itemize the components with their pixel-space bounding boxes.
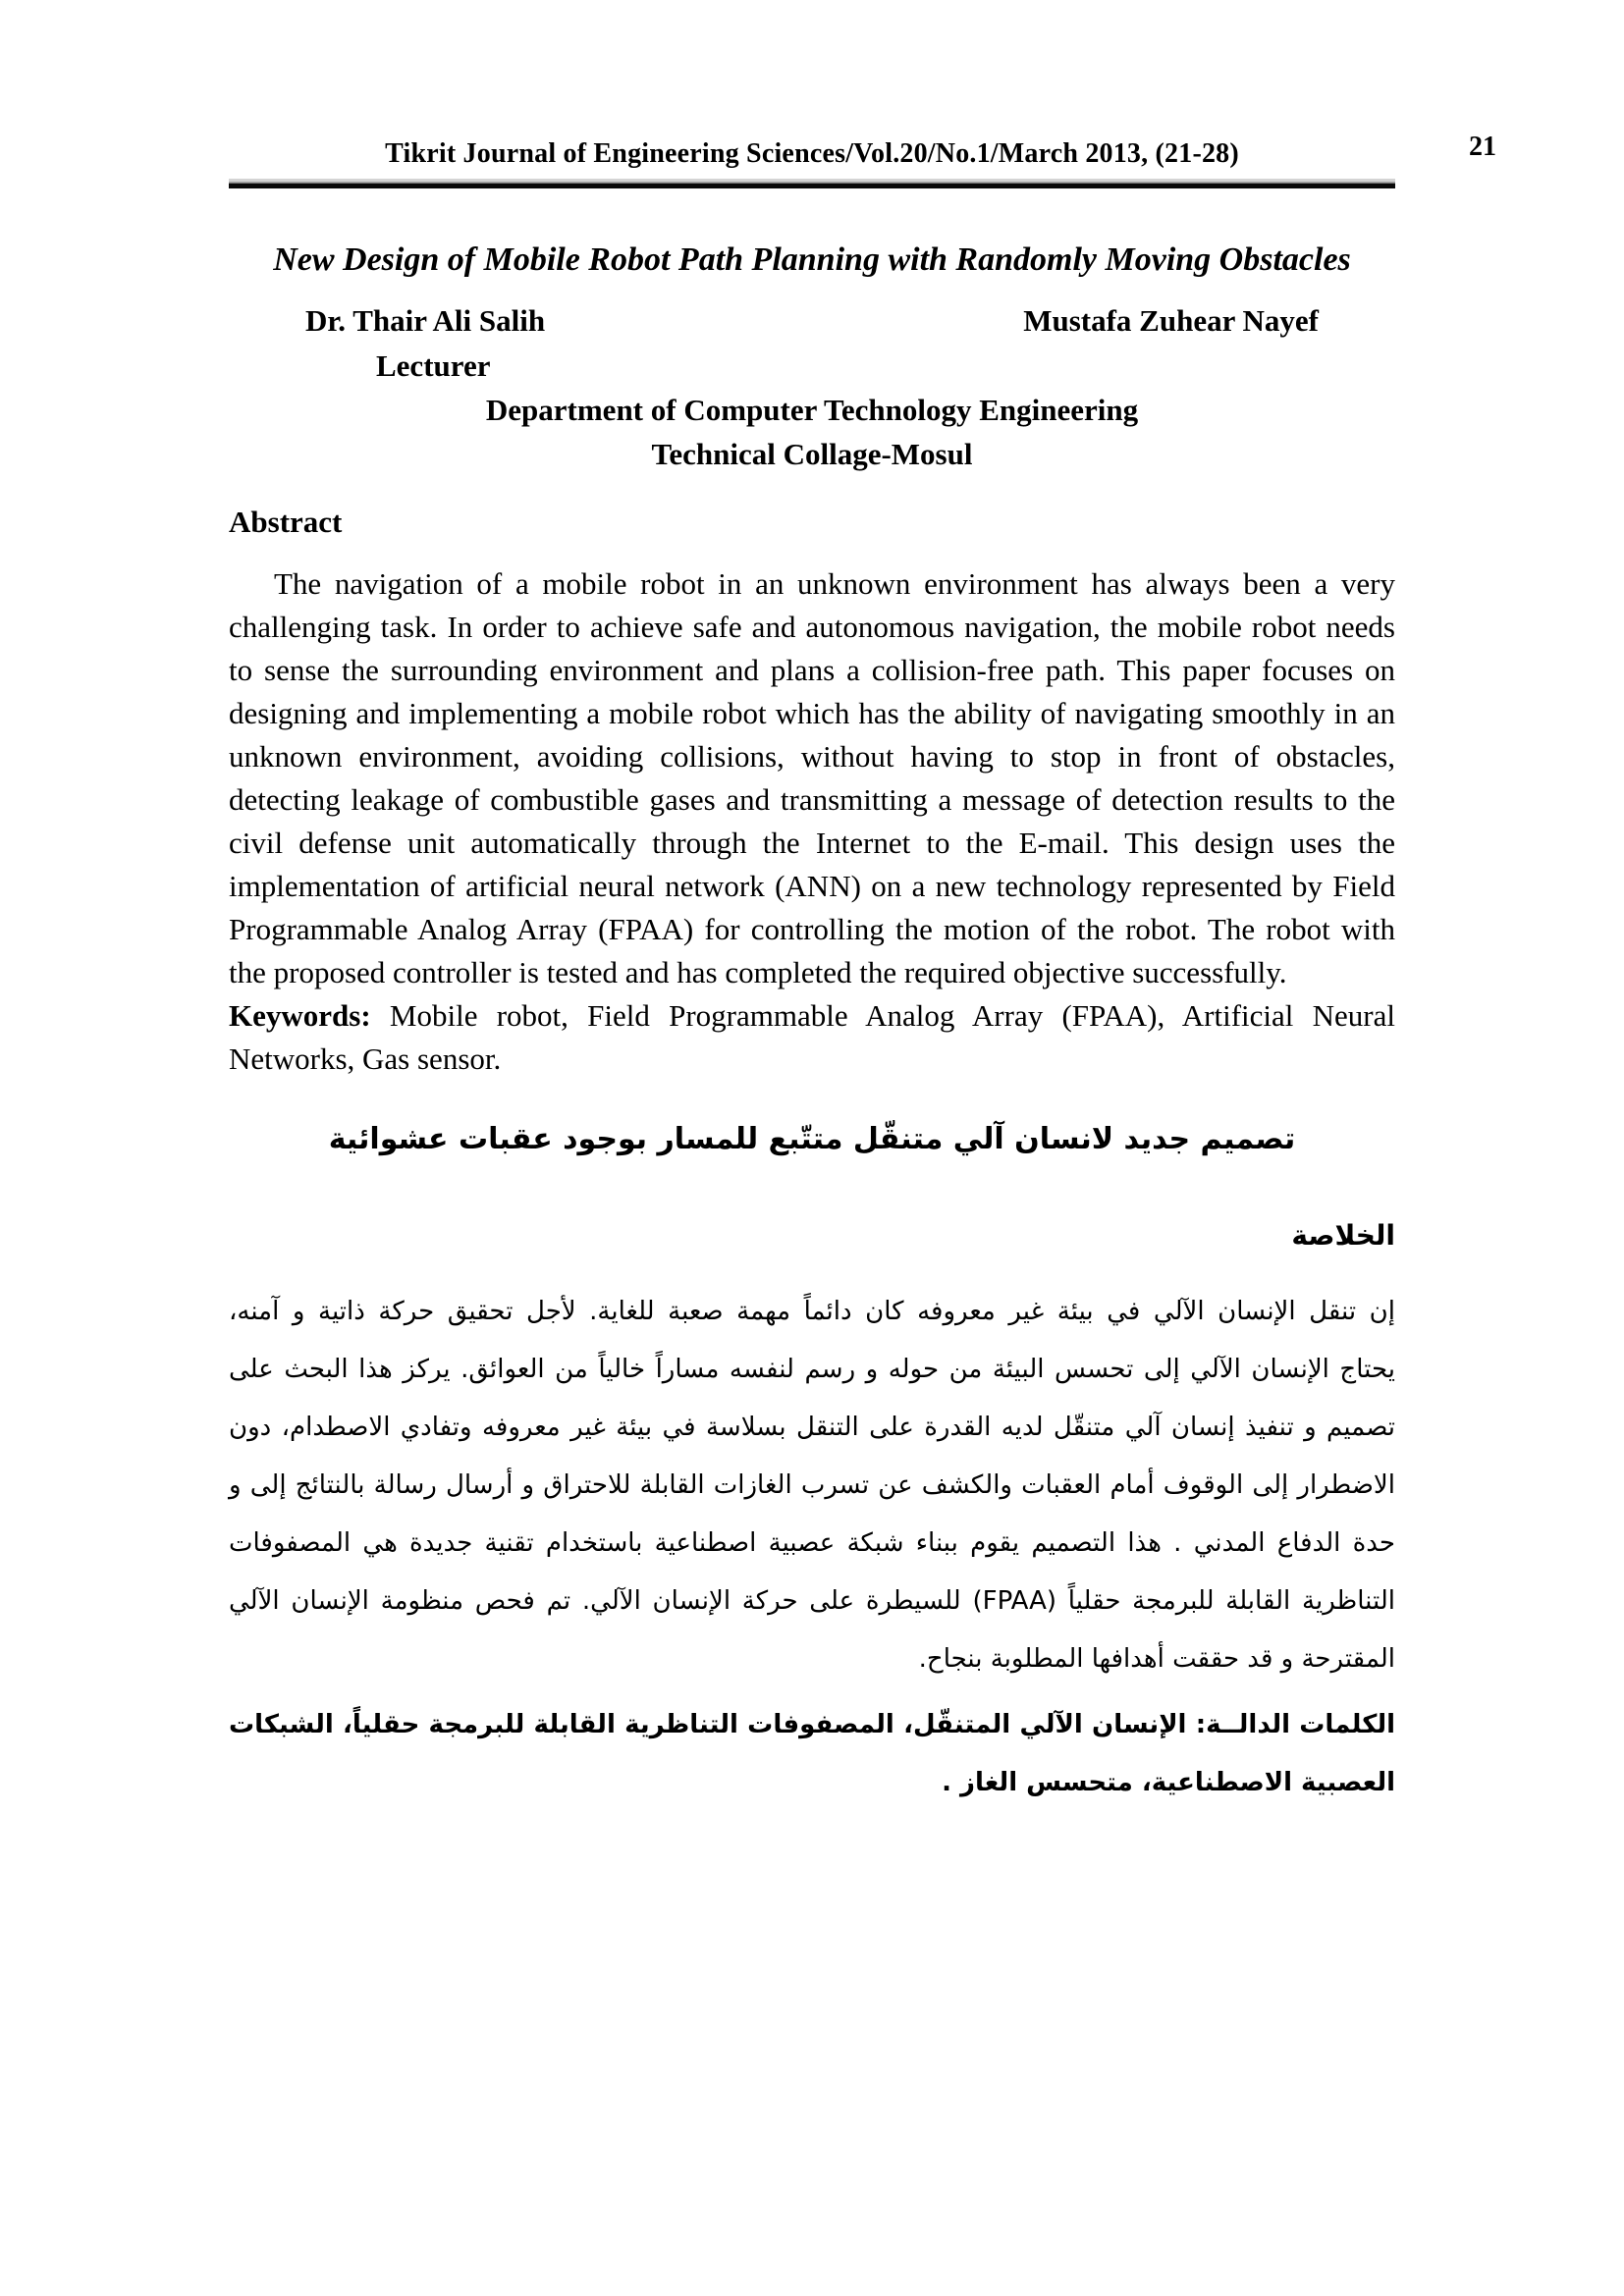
text-line: حدة الدفاع المدني . هذا التصميم يقوم ببناء شبكة عصبية اصطناعية باستخدام تقنية جديدة هي المصفوفات [229, 1528, 1395, 1559]
authors-row [229, 302, 1395, 338]
college-line: Technical Collage-Mosul [651, 436, 973, 471]
arabic-abstract-heading: الخلاصة [1291, 1219, 1395, 1253]
author-left-role: Lecturer [376, 347, 491, 383]
text-line: الاضطرار إلى الوقوف أمام العقبات والكشف عن تسرب الغازات القابلة للاحتراق و أرسال رسالة بالنتائج إلى و [229, 1470, 1395, 1501]
page-number: 21 [1469, 132, 1496, 162]
keywords-text: Mobile robot, Field Programmable Analog Array (FPAA), Artificial Neural Networks, Gas sensor. [229, 998, 1395, 1077]
abstract-paragraph: The navigation of a mobile robot in an unknown environment has always been a very challenging task. In order to achieve safe and autonomous navigation, the mobile robot needs to sense the surrounding environment and plans a collision-free path. This paper focuses on designing and implementing a mobile robot which has the ability of navigating smoothly in an unknown environment, avoiding collisions, without having to stop in front of obstacles, detecting leakage of combustible gases and transmitting a message of detection results to the civil defense unit automatically through the Internet to the E-mail. This design uses the implementation of artificial neural network (ANN) on a new technology represented by Field Programmable Analog Array (FPAA) for controlling the motion of the robot. The robot with the proposed controller is tested and has completed the required objective successfully. [229, 566, 1395, 990]
text-line: إن تنقل الإنسان الآلي في بيئة غير معروفه كان دائماً مهمة صعبة للغاية. لأجل تحقيق حركة ذاتية و آمنه، [229, 1297, 1395, 1327]
author-left: Dr. Thair Ali Salih [305, 302, 546, 338]
abstract-heading: Abstract [229, 504, 343, 539]
text-line: يحتاج الإنسان الآلي إلى تحسس البيئة من حوله و رسم لنفسه مساراً خالياً من العوائق. يركز هذا البحث على [229, 1355, 1395, 1385]
keywords-label: Keywords: [229, 998, 371, 1034]
arabic-keywords-label: الكلمات الدالــة: [1195, 1710, 1395, 1740]
journal-header-line: Tikrit Journal of Engineering Sciences/Vol.20/No.1/March 2013, (21-28) [385, 138, 1239, 169]
author-right: Mustafa Zuhear Nayef [1023, 302, 1319, 338]
arabic-title: تصميم جديد لانسان آلي متنقّل متتّبع للمسار بوجود عقبات عشوائية [328, 1122, 1296, 1157]
department-line: Department of Computer Technology Engineering [485, 392, 1139, 427]
article-title: New Design of Mobile Robot Path Planning with Randomly Moving Obstacles [273, 241, 1351, 278]
arabic-keywords-text: الإنسان الآلي المتنقّل، المصفوفات التناظرية القابلة للبرمجة حقلياً، الشبكات العصبية الاصطناعية، متحسس الغاز . [229, 1710, 1395, 1798]
text-line: تصميم و تنفيذ إنسان آلي متنقّل لديه القدرة على التنقل بسلاسة في بيئة غير معروفه وتفادي الاصطدام، دون [229, 1413, 1395, 1443]
text-line: المقترحة و قد حققت أهدافها المطلوبة بنجاح. [918, 1644, 1395, 1675]
arabic-keywords-paragraph [229, 1696, 1395, 1812]
arabic-abstract-body [229, 1283, 1395, 1688]
header-rule [229, 179, 1395, 188]
keywords-paragraph [229, 994, 1395, 1081]
text-line: التناظرية القابلة للبرمجة حقلياً (FPAA) للسيطرة على حركة الإنسان الآلي. تم فحص منظومة الإنسان الآلي [229, 1586, 1395, 1617]
